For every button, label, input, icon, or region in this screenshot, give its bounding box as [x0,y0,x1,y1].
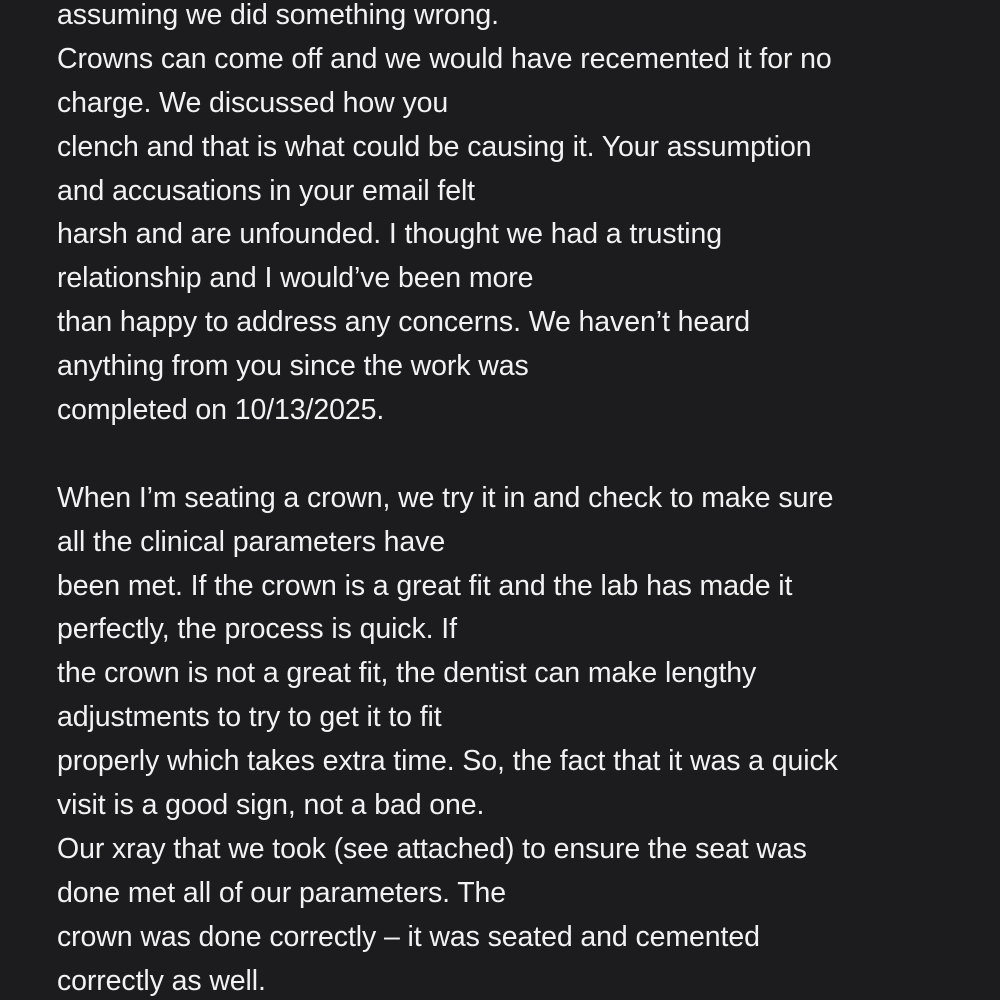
text-line: Crowns can come off and we would have recemented it for no [57,42,832,75]
paragraph-spacer [57,433,977,477]
text-line: harsh and are unfounded. I thought we had a trusting [57,218,723,251]
text-line: anything from you since the work was [57,350,529,383]
text-line: clench and that is what could be causing it. Your assumption [57,130,812,163]
email-body-text[interactable] [57,0,977,1000]
text-line: completed on 10/13/2025. [57,394,385,427]
text-line: visit is a good sign, not a bad one. [57,789,485,822]
text-line: all the clinical parameters have [57,525,446,558]
paragraph-2 [57,477,977,1000]
text-line: crown was done correctly – it was seated and cemented [57,920,760,953]
text-line: correctly as well. [57,964,266,997]
text-line: When I’m seating a crown, we try it in and check to make sure [57,481,834,514]
text-line: and accusations in your email felt [57,174,475,207]
text-line: adjustments to try to get it to fit [57,701,442,734]
text-line: Our xray that we took (see attached) to ensure the seat was [57,832,807,865]
text-line: done met all of our parameters. The [57,876,507,909]
text-line: assuming we did something wrong. [57,0,499,31]
text-line: than happy to address any concerns. We haven’t heard [57,306,750,339]
text-line: charge. We discussed how you [57,86,449,119]
text-line: properly which takes extra time. So, the fact that it was a quick [57,745,838,778]
paragraph-1 [57,0,977,433]
text-line: perfectly, the process is quick. If [57,613,457,646]
text-line: been met. If the crown is a great fit and the lab has made it [57,569,793,602]
text-line: relationship and I would’ve been more [57,262,534,295]
text-line: the crown is not a great fit, the dentist can make lengthy [57,657,757,690]
